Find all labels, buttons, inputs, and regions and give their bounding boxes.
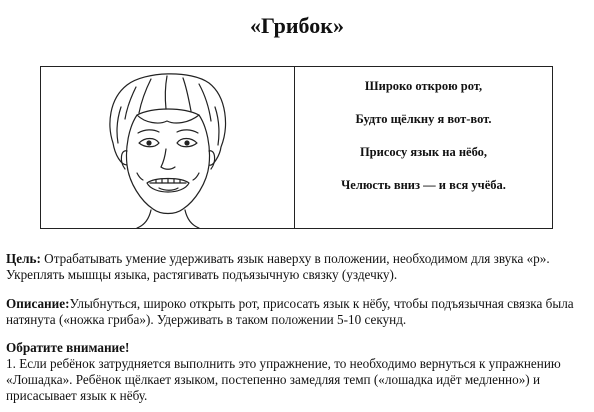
child-face-illustration — [41, 67, 295, 228]
note-heading: Обратите внимание! — [6, 340, 130, 355]
goal-label: Цель: — [6, 251, 41, 266]
poem-line: Будто щёлкну я вот-вот. — [355, 112, 492, 126]
poem-line: Челюсть вниз — и вся учёба. — [341, 178, 506, 192]
goal-paragraph — [6, 251, 588, 283]
poem-line: Присосу язык на нёбо, — [359, 145, 488, 159]
exercise-panel — [40, 66, 553, 229]
page-title: «Грибок» — [250, 13, 344, 38]
goal-text: Отрабатывать умение удерживать язык наверху в положении, необходимом для звука «р». Укреплять мышцы языка, растягивать подъязычную связку (уздечку). — [6, 251, 550, 282]
note-paragraph — [6, 340, 588, 404]
description-label: Описание: — [6, 296, 70, 311]
poem — [295, 67, 552, 228]
poem-line: Широко открою рот, — [364, 79, 483, 93]
description-text: Улыбнуться, широко открыть рот, присосать язык к нёбу, чтобы подъязычная связка была натянута («ножка гриба»). Удерживать в таком положении 5-10 секунд. — [6, 296, 574, 327]
child-face-drawing — [41, 67, 294, 228]
note-text: 1. Если ребёнок затрудняется выполнить это упражнение, то необходимо вернуться к упражнению «Лошадка». Ребёнок щёлкает языком, постепенно замедляя темп («лошадка идёт медленно») и присасывает язык к нёбу. — [6, 356, 561, 403]
description-paragraph — [6, 296, 588, 328]
